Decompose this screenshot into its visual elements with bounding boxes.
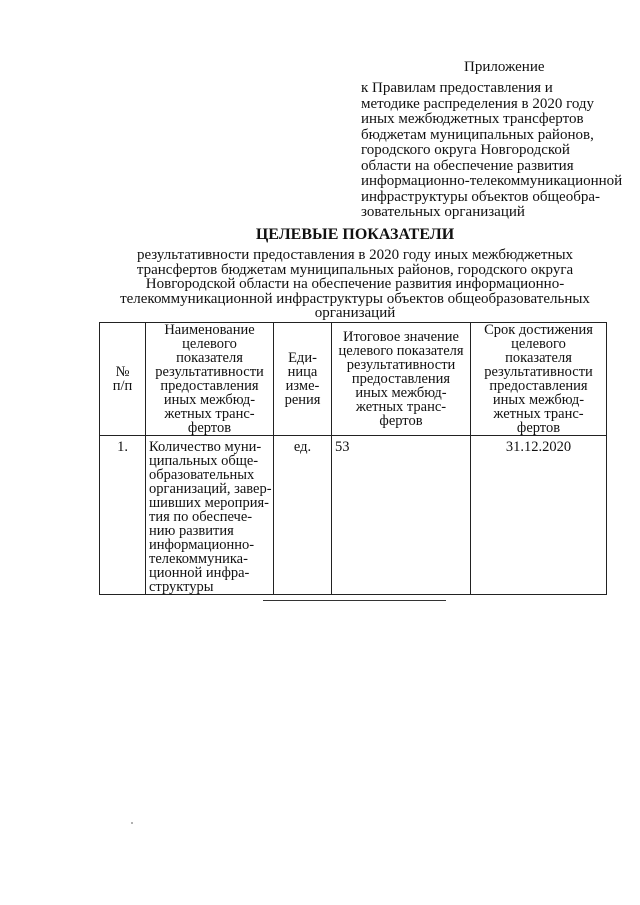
header-line: фертов: [379, 413, 423, 429]
subtitle-line: организаций: [314, 305, 396, 321]
header-line: ница: [287, 364, 318, 380]
header-line: показателя: [176, 350, 243, 366]
appendix-reference: [361, 81, 621, 221]
header-line: Еди-: [288, 350, 317, 366]
end-of-document-rule: [263, 600, 446, 601]
header-term: [471, 323, 607, 436]
header-line: №: [115, 364, 130, 380]
appendix-line: информационно-телекоммуникационной: [361, 173, 623, 189]
header-line: иных межбюд-: [163, 392, 256, 408]
header-line: жетных транс-: [493, 406, 584, 422]
cell-line: ционной инфра-: [149, 565, 250, 581]
header-line: жетных транс-: [164, 406, 255, 422]
appendix-line: зовательных организаций: [361, 204, 525, 220]
header-line: изме-: [285, 378, 320, 394]
appendix-line: инфраструктуры объектов общеобра-: [361, 188, 600, 205]
header-line: результативности: [155, 364, 264, 380]
appendix-line: к Правилам предоставления и: [361, 80, 553, 96]
header-line: фертов: [187, 420, 232, 436]
cell-line: тия по обеспече-: [149, 509, 253, 525]
header-name: [146, 323, 274, 436]
document-subtitle: [0, 248, 640, 321]
header-line: предоставления: [351, 371, 451, 387]
subtitle-line: результативности предоставления в 2020 году иных межбюджетных: [136, 247, 574, 263]
appendix-line: методике распределения в 2020 году: [361, 95, 595, 112]
subtitle-line: телекоммуникационной инфраструктуры объектов общеобразовательных: [120, 290, 590, 307]
row-number: 1.: [100, 436, 146, 595]
row-deadline: 31.12.2020: [471, 436, 607, 595]
cell-line: нию развития: [149, 523, 234, 539]
header-value: [332, 323, 471, 436]
header-unit: [274, 323, 332, 436]
header-line: предоставления: [160, 378, 259, 394]
row-unit: ед.: [274, 436, 332, 595]
header-line: рения: [284, 392, 321, 408]
header-line: иных межбюд-: [355, 385, 447, 401]
subtitle-line: трансфертов бюджетам муниципальных районов, городского округа: [136, 261, 574, 278]
header-line: Срок достижения: [484, 322, 593, 338]
table-row: [100, 436, 607, 595]
appendix-title: Приложение: [464, 59, 545, 75]
header-line: Итоговое значение: [343, 329, 459, 345]
row-final-value: 53: [332, 436, 471, 595]
document-title: ЦЕЛЕВЫЕ ПОКАЗАТЕЛИ: [255, 226, 455, 243]
scan-speck: [131, 822, 133, 824]
header-line: Наименование: [164, 322, 255, 338]
indicators-table: [99, 322, 607, 595]
table-header-row: [100, 323, 607, 436]
cell-line: организаций, завер-: [149, 481, 272, 497]
header-line: фертов: [516, 420, 561, 436]
cell-line: шивших мероприя-: [149, 495, 269, 511]
header-line: целевого: [182, 336, 237, 352]
header-line: целевого: [511, 336, 566, 352]
row-indicator-name: [146, 436, 274, 595]
appendix-line: иных межбюджетных трансфертов: [361, 111, 584, 127]
header-line: показателя: [505, 350, 572, 366]
header-line: иных межбюд-: [492, 392, 585, 408]
header-line: результативности: [346, 357, 456, 373]
cell-line: ципальных обще-: [149, 453, 259, 469]
cell-line: Количество муни-: [149, 439, 262, 455]
cell-line: образовательных: [149, 467, 255, 483]
header-line: жетных транс-: [355, 399, 447, 415]
header-line: целевого показателя: [338, 343, 464, 359]
header-line: результативности: [484, 364, 593, 380]
header-line: предоставления: [489, 378, 588, 394]
subtitle-line: Новгородской области на обеспечение развития информационно-: [145, 276, 565, 292]
header-line: п/п: [112, 378, 133, 394]
appendix-line: области на обеспечение развития: [361, 157, 574, 174]
cell-line: структуры: [149, 579, 214, 595]
appendix-line: городского округа Новгородской: [361, 142, 570, 158]
header-number: [100, 323, 146, 436]
appendix-line: бюджетам муниципальных районов,: [361, 126, 594, 143]
cell-line: информационно-: [149, 537, 255, 553]
cell-line: телекоммуника-: [149, 551, 248, 567]
